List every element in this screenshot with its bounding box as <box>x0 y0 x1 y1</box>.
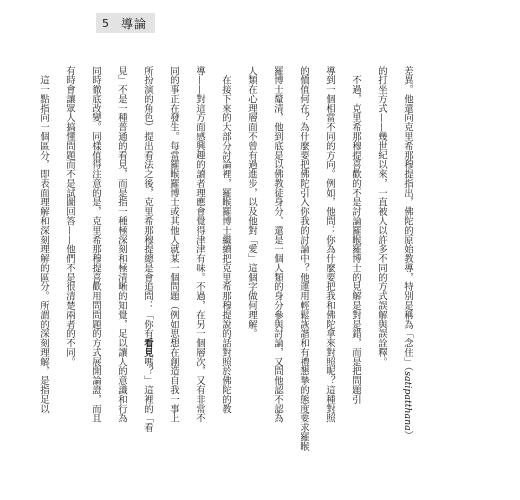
text-line: 不過，克里希那穆提喜歡的不是討論羅睺羅博士的見解是對是錯，而是把問題引 <box>350 66 361 405</box>
text-line: 導到一個相當不同的方向。例如，他問：你為什麼要把我和佛陀拿來對照呢？這種對照 <box>324 66 335 423</box>
text-line: 所扮演的角色）提出看法之後，克里希那穆提總是會追問：「你有看見嗎？」這裡的「看 <box>142 66 153 433</box>
text-line: 同的事正在發生。每當羅睺羅博士或其他人就某一個問題（例如思想在創造自我一事上 <box>168 66 179 423</box>
text-line: 在接下來的大部分討論裡，羅睺羅博士繼續把克里希那穆提說的話對照於佛陀的教 <box>220 66 231 414</box>
text-line: 同時徹底改變。同樣值得注意的是，克里希那穆提喜歡用問問題的方式展開論證，而且 <box>90 66 101 423</box>
text-line: 見」不是一種普通的看見，而是指一種極深刻和極清晰的知覺，足以讓人的意識和行為 <box>116 66 127 423</box>
emphasized-word: 看見 <box>142 338 153 358</box>
chapter-title: 導論 <box>121 16 148 31</box>
body-text <box>30 66 420 468</box>
text-line: 差異。他還向克里希那穆提指出，佛陀的原始教導，特別是稱為「念住」（satipatthana） <box>402 66 413 441</box>
text-line: 有時會讓眾人搞懂問題而不是試圖回答——他們不是很清楚兩者的不同。 <box>64 66 75 367</box>
sanskrit-term: satipatthana <box>402 371 413 431</box>
running-header <box>96 13 155 33</box>
text-line: 這一點指向一個區分，即表面理解和深刻理解的區分。所謂的深刻理解，是指足以 <box>38 66 49 414</box>
text-line: 的打坐方式——幾世紀以來，一直被人以許多不同的方式誤解與誤詮釋。 <box>376 66 387 367</box>
text-line: 人類在心理層面不曾有過進步，以及他對「愛」這個字做何理解。 <box>246 66 257 339</box>
text-line: 導——對這方面感興趣的讀者理應會覺得津津有味。不過，在另一個層次，又有非常不 <box>194 66 205 423</box>
text-line: 羅博士釐清，他到底是以佛教徒身分、還是一個人類的身分參與討論，又問他認不認為 <box>272 66 283 423</box>
text-line: 的價值何在？為什麼要把佛陀引入你我的討論中？他運用輕鬆詼諧和有禮懇摯的態度要求羅睺 <box>298 66 309 451</box>
page-number: 5 <box>102 16 109 30</box>
